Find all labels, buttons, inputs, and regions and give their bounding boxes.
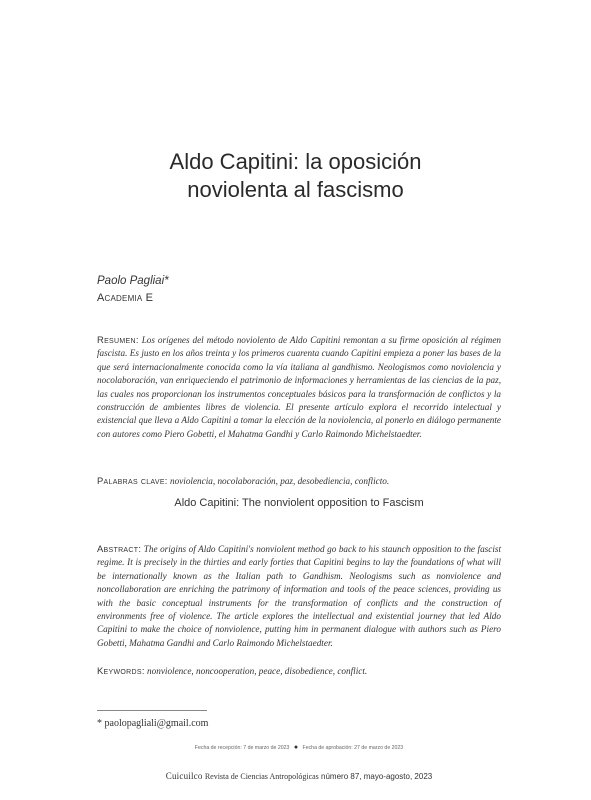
author-name: Paolo Pagliai* — [97, 275, 169, 287]
resumen-label: Resumen: — [97, 334, 139, 345]
abstract-section — [97, 542, 501, 650]
approved-date: Fecha de aprobación: 27 de marzo de 2023 — [302, 745, 404, 751]
article-title-line-2: noviolenta al fascismo — [187, 177, 404, 202]
footnote-email: * paolopagliali@gmail.com — [97, 718, 209, 729]
received-date: Fecha de recepción: 7 de marzo de 2023 — [194, 745, 290, 751]
resumen-section — [97, 333, 501, 441]
journal-name: Cuicuilco — [165, 771, 203, 781]
publication-dates — [97, 744, 501, 751]
journal-issue: número 87, mayo-agosto, 2023 — [321, 772, 433, 781]
keywords-text: nonviolence, noncooperation, peace, disobedience, conflict. — [147, 666, 368, 676]
keywords-section — [97, 664, 501, 678]
abstract-label: Abstract: — [97, 543, 142, 554]
author-affiliation: Academia E — [97, 292, 154, 304]
article-title — [60, 148, 531, 204]
footnote-divider — [97, 710, 207, 711]
article-title-line-1: Aldo Capitini: la oposición — [169, 149, 422, 174]
bullet-separator-icon: ● — [293, 744, 299, 751]
keywords-label: Keywords: — [97, 665, 145, 676]
english-title: Aldo Capitini: The nonviolent opposition to Fascism — [174, 497, 424, 509]
abstract-text: The origins of Aldo Capitini's nonviolent method go back to his staunch opposition to the fascist regime. It is precisely in the thirties and early forties that Capitini begins to lay the foundations of what will be internationally known as the Italian path to Gandhism. Neologisms such as nonviolence and noncollaboration are enriching the patrimony of information and tools of the peace sciences, providing us with the basic conceptual instruments for the transformation of conflicts and the construction of environments free of violence. The article explores the intellectual and existential journey that led Aldo Capitini to make the choice of nonviolence, putting him in permanent dialogue with authors such as Piero Gobetti, Mahatma Gandhi and Carlo Raimondo Michelstaedter. — [97, 544, 501, 648]
journal-subtitle: Revista de Ciencias Antropológicas — [204, 772, 319, 781]
journal-footer — [97, 771, 501, 781]
palabras-clave-label: Palabras clave: — [97, 475, 168, 486]
palabras-clave-text: noviolencia, nocolaboración, paz, desobediencia, conflicto. — [170, 476, 390, 486]
resumen-text: Los orígenes del método noviolento de Aldo Capitini remontan a su firme oposición al régimen fascista. Es justo en los años treinta y los primeros cuarenta cuando Capitini empieza a poner las bases de la que será internacionalmente conocida como la vía italiana al gandhismo. Neologismos como noviolencia y nocolaboración, van enriqueciendo el patrimonio de informaciones y herramientas de las ciencias de la paz, las cuales nos proporcionan los instrumentos conceptuales básicos para la transformación de conflictos y la construcción de ambientes libres de violencia. El presente artículo explora el recorrido intelectual y existencial que lleva a Aldo Capitini a tomar la elección de la noviolencia, al ponerlo en diálogo permanente con autores como Piero Gobetti, el Mahatma Gandhi y Carlo Raimondo Michelstaedter. — [97, 335, 501, 439]
palabras-clave-section — [97, 474, 501, 488]
